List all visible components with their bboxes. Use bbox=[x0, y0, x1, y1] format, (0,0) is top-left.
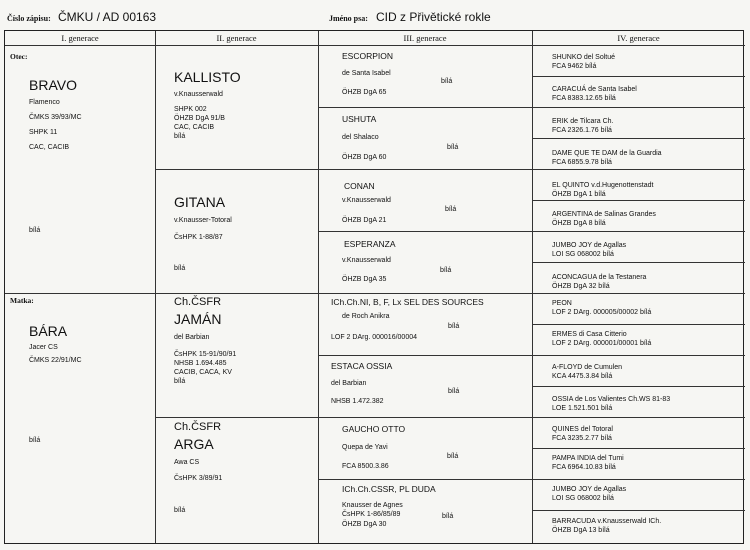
header-divider bbox=[5, 45, 745, 46]
ancestor-detail-line: SHPK 002 bbox=[174, 106, 207, 113]
gen4-cell bbox=[552, 299, 651, 317]
gen4-cell bbox=[552, 330, 651, 348]
ancestor-name: ESCORPION bbox=[342, 51, 394, 61]
gen4-cell bbox=[552, 485, 626, 503]
ancestor-kennel: Knausser de Agnes bbox=[342, 502, 403, 509]
ancestor-name: ACONCAGUA de la Testanera bbox=[552, 274, 647, 281]
dam-detail-line: ČMKS 22/91/MC bbox=[29, 357, 82, 365]
ancestor-registration: LOF 2 DArg. 000016/00004 bbox=[331, 334, 418, 341]
ancestor-kennel: Quepa de Yavi bbox=[342, 444, 388, 451]
registration-label: Číslo zápisu: bbox=[7, 14, 51, 23]
ancestor-name: DAME QUE TE DAM de la Guardia bbox=[552, 150, 662, 157]
dam-detail-line: Jacer CS bbox=[29, 344, 58, 351]
ancestor-detail-line: ÖHZB DgA 91/B bbox=[174, 115, 225, 123]
dam-name: BÁRA bbox=[29, 323, 68, 339]
column-divider bbox=[155, 31, 156, 543]
row-divider bbox=[155, 417, 318, 418]
sire-details bbox=[29, 98, 82, 152]
row-divider bbox=[318, 169, 532, 170]
ancestor-detail-line: bílá bbox=[174, 133, 186, 141]
sire-color: bílá bbox=[29, 227, 41, 234]
ancestor-detail-line: NHSB 1.694.485 bbox=[174, 360, 227, 368]
ancestor-registration: ÖHZB DgA 21 bbox=[342, 217, 387, 224]
ancestor-name: SHUNKO del Soltué bbox=[552, 54, 616, 61]
generation-header: IV. generace bbox=[617, 33, 660, 43]
row-divider bbox=[532, 231, 745, 232]
ancestor-detail-line: bílá bbox=[174, 378, 186, 386]
ancestor-color: bílá bbox=[440, 267, 452, 274]
row-divider bbox=[532, 169, 745, 170]
gen4-cell bbox=[552, 210, 656, 228]
gen4-cell bbox=[552, 395, 670, 413]
ancestor-name: BARRACUDA v.Knausserwald ICh. bbox=[552, 518, 662, 525]
ancestor-kennel: de Roch Anikra bbox=[342, 313, 390, 320]
ancestor-kennel: Awa CS bbox=[174, 459, 200, 466]
ancestor-name: PAMPA INDIA del Tumi bbox=[552, 455, 624, 462]
ancestor-kennel: v.Knausserwald bbox=[342, 257, 391, 264]
gen4-cell bbox=[552, 363, 622, 381]
ancestor-name: ICh.Ch.NI, B, F, Lx SEL DES SOURCES bbox=[331, 297, 484, 307]
row-divider bbox=[532, 417, 745, 418]
row-divider bbox=[532, 138, 745, 139]
ancestor-info: LOI SG 068002 bílá bbox=[552, 251, 614, 259]
ancestor-name: USHUTA bbox=[342, 114, 377, 124]
ancestor-name: JUMBO JOY de Agallas bbox=[552, 242, 627, 249]
ancestor-name: GITANA bbox=[174, 194, 226, 210]
sire-role-label: Otec: bbox=[10, 52, 28, 61]
ancestor-registration: FCA 8500.3.86 bbox=[342, 463, 389, 470]
ancestor-registration: ÖHZB DgA 60 bbox=[342, 154, 387, 161]
row-divider bbox=[532, 293, 745, 294]
ancestor-title: Ch.ČSFR bbox=[174, 296, 222, 308]
ancestor-name: ERMES di Casa Citterio bbox=[552, 331, 627, 338]
document-header bbox=[0, 0, 750, 30]
gen4-cell bbox=[552, 181, 653, 199]
ancestor-name: CONAN bbox=[344, 181, 375, 191]
ancestor-name: JAMÁN bbox=[174, 311, 222, 327]
ancestor-color: bílá bbox=[174, 265, 186, 272]
ancestor-color: bílá bbox=[447, 453, 459, 460]
gen4-cell bbox=[552, 117, 613, 135]
ancestor-kennel: del Barbian bbox=[331, 380, 367, 387]
ancestor-kennel: v.Knausserwald bbox=[342, 197, 391, 204]
row-divider bbox=[532, 200, 745, 201]
registration-number: ČMKU / AD 00163 bbox=[58, 10, 157, 24]
ancestor-name: OSSIA de Los Valientes Ch.WS 81-83 bbox=[552, 396, 671, 403]
ancestor-name: EL QUINTO v.d.Hugenottenstadt bbox=[552, 182, 654, 189]
ancestor-info: ÖHZB DgA 32 bílá bbox=[552, 283, 610, 291]
ancestor-name: ERIK de Tilcara Ch. bbox=[552, 118, 614, 125]
row-divider bbox=[5, 293, 155, 294]
ancestor-info: LOE 1.521.501 bílá bbox=[552, 405, 613, 413]
gen4-cell bbox=[552, 241, 626, 259]
ancestor-registration: NHSB 1.472.382 bbox=[331, 398, 384, 405]
dog-name-label: Jméno psa: bbox=[329, 14, 368, 23]
row-divider bbox=[318, 107, 532, 108]
ancestor-color: bílá bbox=[447, 144, 459, 151]
ancestor-info: ÖHZB DgA 1 bílá bbox=[552, 191, 606, 199]
row-divider bbox=[318, 479, 532, 480]
ancestor-name: JUMBO JOY de Agallas bbox=[552, 486, 627, 493]
ancestor-name: PEON bbox=[552, 300, 572, 307]
ancestor-color: bílá bbox=[448, 388, 460, 395]
gen4-cell bbox=[552, 425, 613, 443]
row-divider bbox=[318, 231, 532, 232]
ancestor-title: Ch.ČSFR bbox=[174, 421, 222, 433]
ancestor-kennel: del Barbian bbox=[174, 334, 210, 341]
ancestor-name: KALLISTO bbox=[174, 69, 241, 85]
row-divider bbox=[155, 293, 318, 294]
row-divider bbox=[532, 107, 745, 108]
ancestor-info: ÖHZB DgA 13 bílá bbox=[552, 527, 610, 535]
row-divider bbox=[532, 479, 745, 480]
generation-header: II. generace bbox=[216, 33, 257, 43]
gen4-cell bbox=[552, 273, 646, 291]
pedigree-table bbox=[4, 30, 744, 544]
sire-detail-line: SHPK 11 bbox=[29, 129, 58, 137]
gen4-cell bbox=[552, 85, 637, 103]
ancestor-name: A-FLOYD de Cumulen bbox=[552, 364, 623, 371]
dog-name: CID z Přivětické rokle bbox=[376, 10, 491, 24]
ancestor-info: FCA 9462 bílá bbox=[552, 63, 597, 71]
ancestor-color: bílá bbox=[441, 78, 453, 85]
ancestor-name: ESTACA OSSIA bbox=[331, 361, 393, 371]
ancestor-color: bílá bbox=[442, 513, 454, 520]
ancestor-info: KCA 4475.3.84 bílá bbox=[552, 373, 613, 381]
dam-details bbox=[29, 343, 82, 365]
ancestor-detail-line: CAC, CACIB bbox=[174, 124, 215, 132]
ancestor-info: FCA 2326.1.76 bílá bbox=[552, 127, 612, 135]
row-divider bbox=[155, 169, 318, 170]
ancestor-color: bílá bbox=[448, 323, 460, 330]
ancestor-kennel: de Santa Isabel bbox=[342, 70, 391, 77]
row-divider bbox=[532, 355, 745, 356]
ancestor-kennel: del Shalaco bbox=[342, 134, 379, 141]
sire-name: BRAVO bbox=[29, 77, 77, 93]
ancestor-info: LOF 2 DArg. 000001/00001 bílá bbox=[552, 340, 652, 348]
row-divider bbox=[318, 355, 532, 356]
row-divider bbox=[318, 417, 532, 418]
ancestor-kennel: v.Knausserwald bbox=[174, 91, 223, 98]
ancestor-detail-line: ČsHPK 1-88/87 bbox=[174, 234, 223, 241]
row-divider bbox=[532, 386, 745, 387]
row-divider bbox=[532, 324, 745, 325]
gen4-cell bbox=[552, 454, 624, 472]
row-divider bbox=[532, 510, 745, 511]
sire-detail-line: CAC, CACIB bbox=[29, 144, 70, 152]
row-divider bbox=[318, 293, 532, 294]
sire-detail-line: ČMKS 39/93/MC bbox=[29, 114, 82, 122]
generation-header: III. generace bbox=[403, 33, 447, 43]
ancestor-registration: ČsHPK 1-86/85/89 bbox=[342, 511, 401, 518]
ancestor-info: LOI SG 068002 bílá bbox=[552, 495, 614, 503]
ancestor-detail-line: ČsHPK 3/89/91 bbox=[174, 475, 223, 482]
gen4-cell bbox=[552, 53, 615, 71]
ancestor-info: FCA 3235.2.77 bílá bbox=[552, 435, 612, 443]
ancestor-info: FCA 6855.9.78 bílá bbox=[552, 159, 612, 167]
dam-color: bílá bbox=[29, 437, 41, 444]
dam-role-label: Matka: bbox=[10, 296, 34, 305]
ancestor-registration-2: ÖHZB DgA 30 bbox=[342, 521, 387, 528]
ancestor-name: ICh.Ch.CSSR, PL DUDA bbox=[342, 484, 436, 494]
row-divider bbox=[532, 262, 745, 263]
ancestor-details bbox=[174, 105, 225, 141]
ancestor-kennel: v.Knausser-Totoral bbox=[174, 217, 232, 224]
ancestor-info: LOF 2 DArg. 000005/00002 bílá bbox=[552, 309, 652, 317]
gen4-cell bbox=[552, 517, 661, 535]
ancestor-info: FCA 6964.10.83 bílá bbox=[552, 464, 616, 472]
ancestor-color: bílá bbox=[445, 206, 457, 213]
ancestor-name: CARACUÁ de Santa Isabel bbox=[552, 86, 637, 93]
ancestor-color: bílá bbox=[174, 507, 186, 514]
gen4-cell bbox=[552, 149, 662, 167]
ancestor-info: FCA 8383.12.65 bílá bbox=[552, 95, 616, 103]
ancestor-name: ARGA bbox=[174, 436, 214, 452]
ancestor-detail-line: ČsHPK 15-91/90/91 bbox=[174, 351, 237, 358]
generation-header: I. generace bbox=[61, 33, 99, 43]
ancestor-registration: ÖHZB DgA 35 bbox=[342, 276, 387, 283]
row-divider bbox=[532, 448, 745, 449]
ancestor-name: GAUCHO OTTO bbox=[342, 424, 406, 434]
sire-detail-line: Flamenco bbox=[29, 99, 60, 106]
ancestor-name: ESPERANZA bbox=[344, 239, 396, 249]
ancestor-name: ARGENTINA de Salinas Grandes bbox=[552, 211, 656, 218]
ancestor-details bbox=[174, 350, 236, 386]
ancestor-detail-line: CACIB, CACA, KV bbox=[174, 369, 232, 377]
ancestor-registration: ÖHZB DgA 65 bbox=[342, 89, 387, 96]
row-divider bbox=[532, 76, 745, 77]
ancestor-info: ÖHZB DgA 8 bílá bbox=[552, 220, 606, 228]
ancestor-name: QUINES del Totoral bbox=[552, 426, 613, 433]
